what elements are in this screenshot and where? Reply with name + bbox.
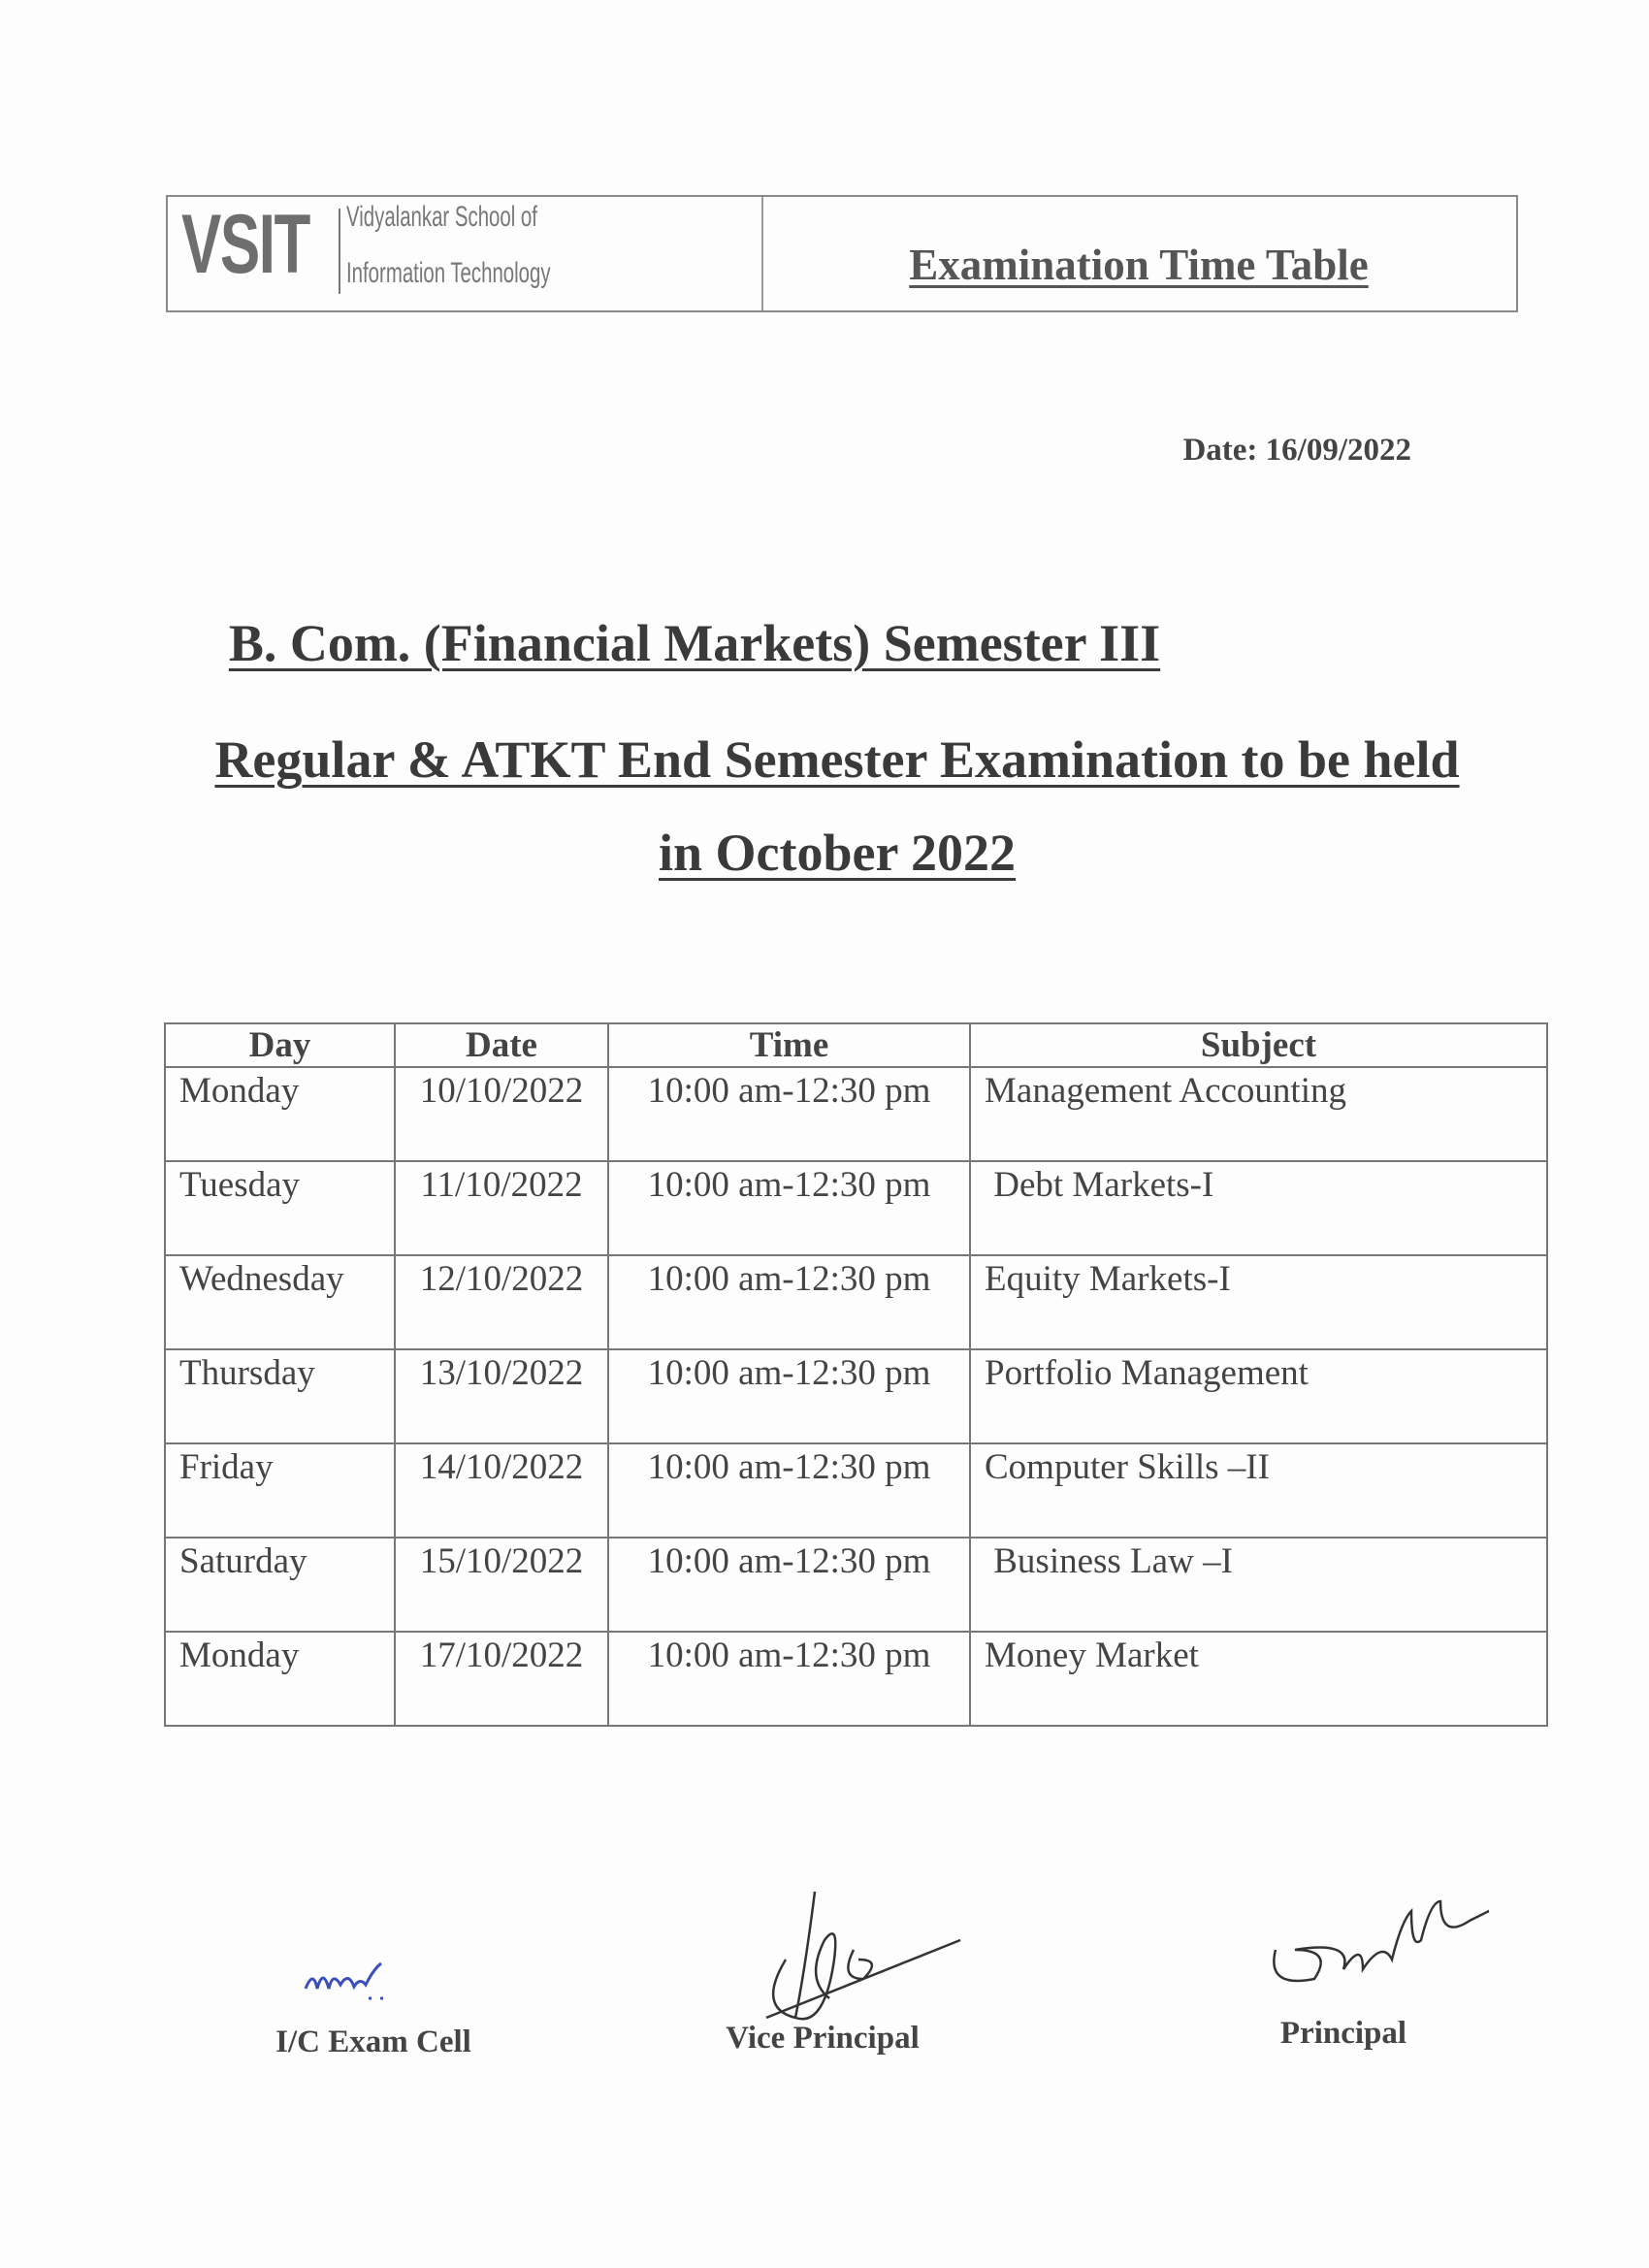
institute-name-line1: Vidyalankar School of [346,201,537,233]
date-cell: 13/10/2022 [395,1349,608,1443]
date-cell: 15/10/2022 [395,1538,608,1632]
date-cell: 11/10/2022 [395,1161,608,1255]
date-cell: 10/10/2022 [395,1067,608,1161]
table-row [165,1443,1547,1538]
day-cell: Wednesday [165,1255,395,1349]
subject-cell: Money Market [970,1632,1547,1726]
time-cell: 10:00 am-12:30 pm [608,1255,970,1349]
day-cell: Saturday [165,1538,395,1632]
course-title: B. Com. (Financial Markets) Semester III [228,614,1161,672]
signatory-principal: Principal [1279,2016,1407,2051]
exam-title-line: Regular & ATKT End Semester Examination to be held [214,730,1460,789]
time-cell: 10:00 am-12:30 pm [608,1067,970,1161]
subject-cell: Equity Markets-I [970,1255,1547,1349]
column-header-subject: Subject [970,1023,1547,1067]
vsit-logo: VSIT [181,198,309,291]
signatory-vice-principal: Vice Principal [726,2021,920,2056]
principal-signature [1256,1892,1489,2008]
time-cell: 10:00 am-12:30 pm [608,1538,970,1632]
column-header-date: Date [395,1023,608,1067]
time-cell: 10:00 am-12:30 pm [608,1349,970,1443]
institute-name-line2: Information Technology [346,257,551,289]
day-cell: Monday [165,1067,395,1161]
column-header-day: Day [165,1023,395,1067]
subject-cell: Business Law –I [970,1538,1547,1632]
subject-cell: Debt Markets-I [970,1161,1547,1255]
exam-cell-signature [301,1945,398,2013]
day-cell: Thursday [165,1349,395,1443]
table-row [165,1161,1547,1255]
table-row [165,1255,1547,1349]
timetable [164,1022,1548,1727]
time-cell: 10:00 am-12:30 pm [608,1161,970,1255]
table-row [165,1632,1547,1726]
date-cell: 12/10/2022 [395,1255,608,1349]
exam-month-line: in October 2022 [659,824,1016,882]
subject-cell: Portfolio Management [970,1349,1547,1443]
logo-divider [339,209,340,294]
table-header-row [165,1023,1547,1067]
header-box [166,195,1518,312]
day-cell: Monday [165,1632,395,1726]
signatory-exam-cell: I/C Exam Cell [275,2025,471,2059]
day-cell: Friday [165,1443,395,1538]
table-row [165,1538,1547,1632]
column-header-time: Time [608,1023,970,1067]
day-cell: Tuesday [165,1161,395,1255]
date-cell: 14/10/2022 [395,1443,608,1538]
table-row [165,1349,1547,1443]
date-cell: 17/10/2022 [395,1632,608,1726]
document-title: Examination Time Table [909,241,1369,289]
subject-cell: Management Accounting [970,1067,1547,1161]
subject-cell: Computer Skills –II [970,1443,1547,1538]
time-cell: 10:00 am-12:30 pm [608,1443,970,1538]
issue-date: Date: 16/09/2022 [1182,433,1411,468]
table-row [165,1067,1547,1161]
time-cell: 10:00 am-12:30 pm [608,1632,970,1726]
